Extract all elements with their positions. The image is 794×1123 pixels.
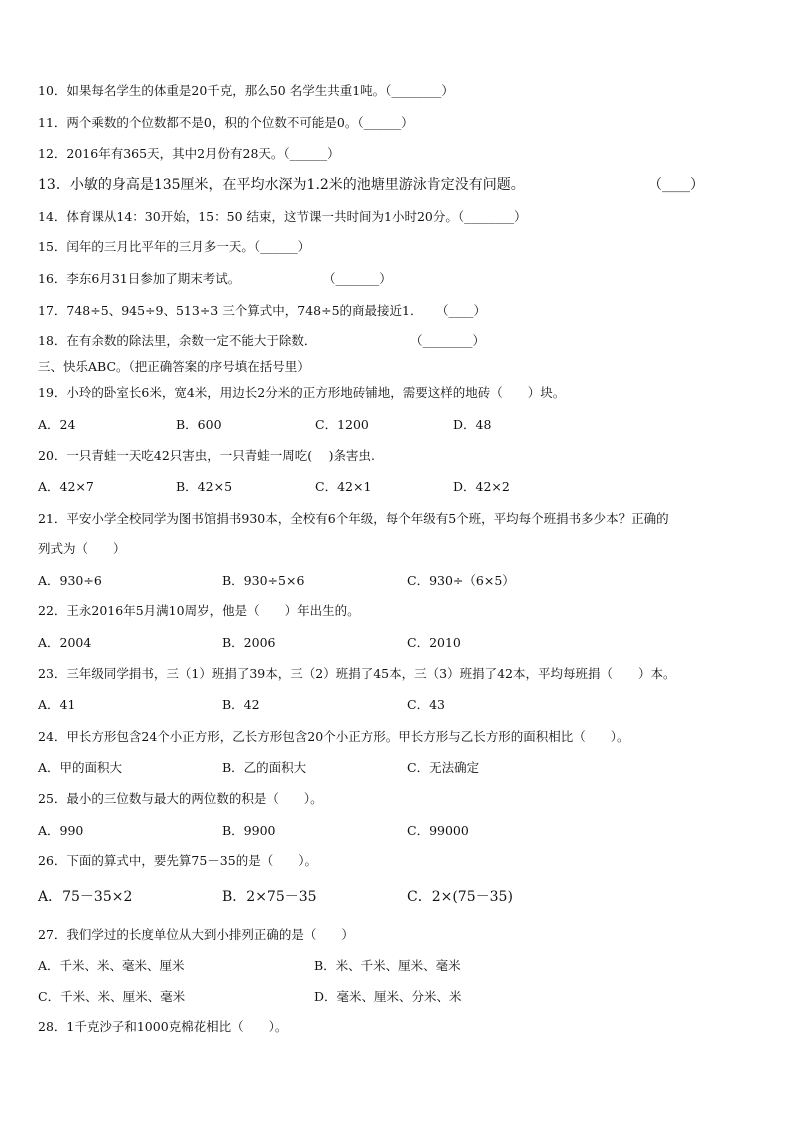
option-c[interactable]: C．2010 bbox=[407, 635, 461, 650]
question-28-stem: 28．1千克沙子和1000克棉花相比（ ）。 bbox=[38, 1019, 288, 1034]
question-27-stem: 27．我们学过的长度单位从大到小排列正确的是（ ） bbox=[38, 927, 354, 942]
question-25-stem: 25．最小的三位数与最大的两位数的积是（ ）。 bbox=[38, 791, 323, 806]
question-21-stem-line2: 列式为（ ） bbox=[38, 541, 126, 556]
option-a[interactable]: A．甲的面积大 bbox=[38, 760, 123, 775]
option-b[interactable]: B．42×5 bbox=[176, 479, 233, 494]
option-d[interactable]: D．42×2 bbox=[453, 479, 510, 494]
question-24-stem: 24．甲长方形包含24个小正方形，乙长方形包含20个小正方形。甲长方形与乙长方形的面积相比（ ）。 bbox=[38, 729, 630, 744]
answer-blank[interactable]: （____） bbox=[648, 177, 704, 193]
option-a[interactable]: A．2004 bbox=[38, 635, 92, 650]
option-c[interactable]: C．42×1 bbox=[315, 479, 372, 494]
option-b[interactable]: B．2×75－35 bbox=[222, 889, 317, 905]
question-17-text: 17．748÷5、945÷9、513÷3 三个算式中，748÷5的商最接近1． bbox=[38, 303, 423, 318]
option-c[interactable]: C．43 bbox=[407, 697, 445, 712]
answer-blank[interactable]: （_______） bbox=[323, 271, 392, 286]
question-16-text: 16．李东6月31日参加了期末考试。 bbox=[38, 271, 241, 286]
answer-blank[interactable]: （____） bbox=[436, 303, 487, 318]
question-20-stem: 20．一只青蛙一天吃42只害虫，一只青蛙一周吃( )条害虫. bbox=[38, 448, 376, 463]
option-b[interactable]: B．9900 bbox=[222, 823, 276, 838]
question-26-stem: 26．下面的算式中，要先算75－35的是（ ）。 bbox=[38, 853, 317, 868]
question-21-stem-line1: 21．平安小学全校同学为图书馆捐书930本，全校有6个年级，每个年级有5个班，平均每个班捐书多少本？正确的 bbox=[38, 511, 669, 526]
option-b[interactable]: B．乙的面积大 bbox=[222, 760, 307, 775]
question-13-text: 13．小敏的身高是135厘米，在平均水深为1.2米的池塘里游泳肯定没有问题。 bbox=[38, 177, 525, 193]
question-10: 10．如果每名学生的体重是20千克，那么50 名学生共重1吨。（________） bbox=[38, 83, 454, 98]
option-c[interactable]: C．1200 bbox=[315, 417, 369, 432]
option-a[interactable]: A．990 bbox=[38, 823, 84, 838]
option-c[interactable]: C．无法确定 bbox=[407, 760, 480, 775]
question-13 bbox=[38, 176, 764, 194]
question-12: 12．2016年有365天，其中2月份有28天。（______） bbox=[38, 146, 340, 161]
option-c[interactable]: C．2×(75－35) bbox=[407, 889, 513, 905]
section-title: 三、快乐ABC。（把正确答案的序号填在括号里） bbox=[38, 359, 310, 374]
question-18 bbox=[38, 332, 764, 350]
option-d[interactable]: D．毫米、厘米、分米、米 bbox=[314, 989, 462, 1004]
question-17 bbox=[38, 302, 764, 320]
question-11: 11．两个乘数的个位数都不是0，积的个位数不可能是0。（______） bbox=[38, 115, 414, 130]
option-b[interactable]: B．2006 bbox=[222, 635, 276, 650]
option-a[interactable]: A．千米、米、毫米、厘米 bbox=[38, 958, 185, 973]
option-a[interactable]: A．75－35×2 bbox=[38, 889, 133, 905]
question-16 bbox=[38, 270, 764, 288]
option-b[interactable]: B．42 bbox=[222, 697, 260, 712]
question-18-text: 18．在有余数的除法里，余数一定不能大于除数． bbox=[38, 333, 317, 348]
option-d[interactable]: D．48 bbox=[453, 417, 492, 432]
option-a[interactable]: A．41 bbox=[38, 697, 76, 712]
option-b[interactable]: B．米、千米、厘米、毫米 bbox=[314, 958, 461, 973]
option-c[interactable]: C．千米、米、厘米、毫米 bbox=[38, 989, 186, 1004]
option-b[interactable]: B．600 bbox=[176, 417, 222, 432]
option-a[interactable]: A．42×7 bbox=[38, 479, 94, 494]
question-14: 14．体育课从14：30开始，15：50 结束，这节课一共时间为1小时20分。（________） bbox=[38, 209, 527, 224]
option-c[interactable]: C．930÷（6×5） bbox=[407, 573, 515, 588]
option-c[interactable]: C．99000 bbox=[407, 823, 469, 838]
question-15: 15．闰年的三月比平年的三月多一天。（______） bbox=[38, 239, 311, 254]
option-a[interactable]: A．24 bbox=[38, 417, 76, 432]
question-19-stem: 19．小玲的卧室长6米，宽4米，用边长2分米的正方形地砖铺地，需要这样的地砖（ ）块。 bbox=[38, 385, 566, 400]
answer-blank[interactable]: （________） bbox=[410, 333, 486, 348]
question-22-stem: 22．王永2016年5月满10周岁，他是（ ）年出生的。 bbox=[38, 603, 360, 618]
option-b[interactable]: B．930÷5×6 bbox=[222, 573, 305, 588]
question-23-stem: 23．三年级同学捐书，三（1）班捐了39本，三（2）班捐了45本，三（3）班捐了42本，平均每班捐（ ）本。 bbox=[38, 666, 676, 681]
option-a[interactable]: A．930÷6 bbox=[38, 573, 102, 588]
